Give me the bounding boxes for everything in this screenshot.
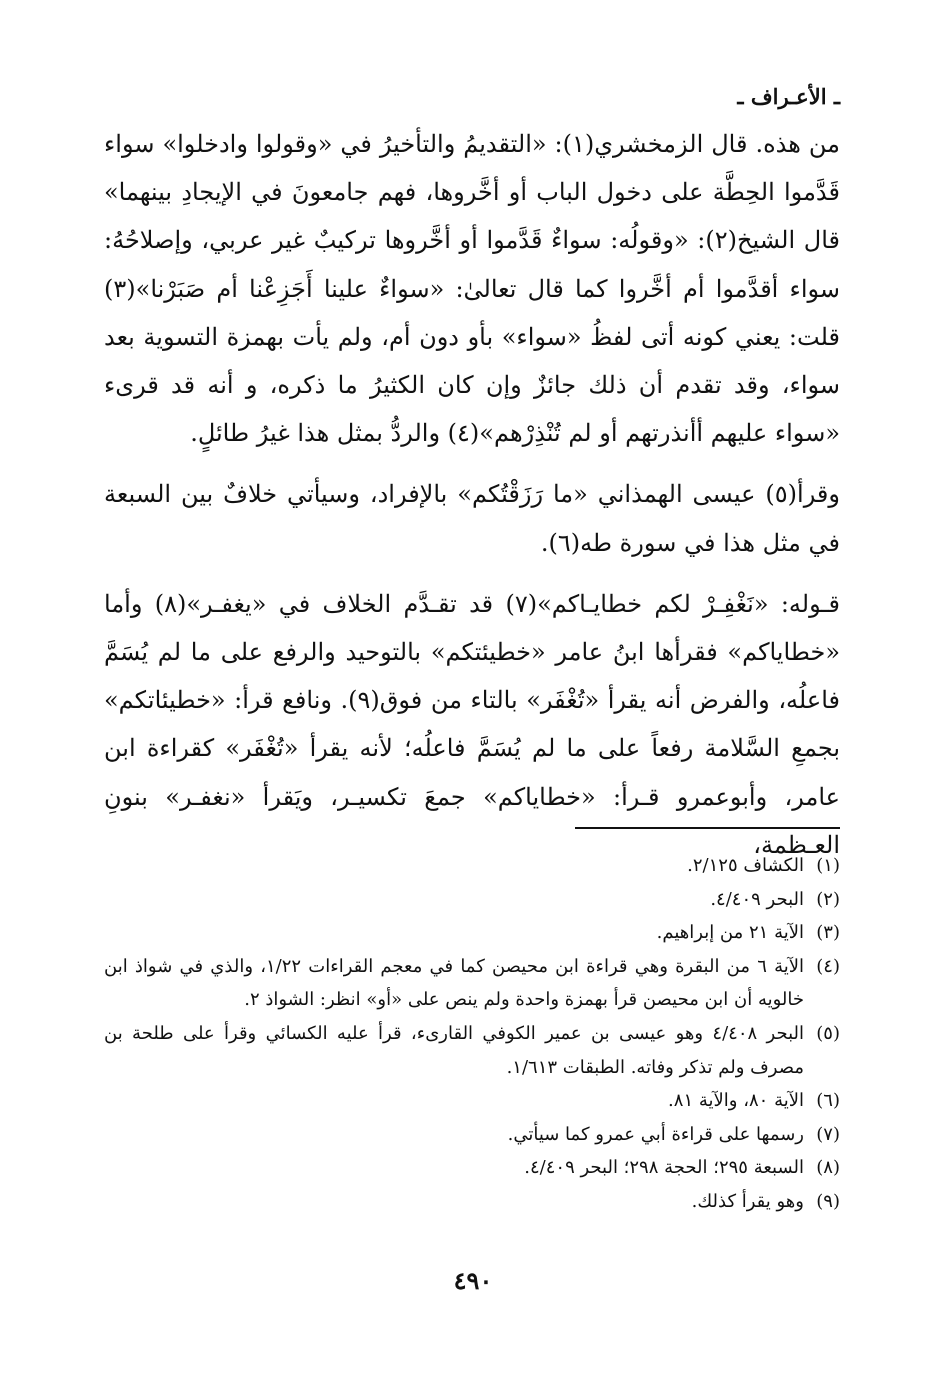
footnote-7 bbox=[104, 1118, 840, 1152]
paragraph-2: وقرأ(٥) عيسى الهمذاني «ما رَزَقْتُكم» بالإفراد، وسيأتي خلافٌ بين السبعة في مثل هذا في سورة طه(٦). bbox=[104, 480, 840, 557]
main-text bbox=[104, 120, 840, 869]
footnote-text: البحر ٤/٤٠٩. bbox=[710, 888, 804, 910]
footnote-2 bbox=[104, 883, 840, 917]
footnote-6 bbox=[104, 1084, 840, 1118]
footnote-number: (٣) bbox=[816, 922, 840, 944]
footnote-3 bbox=[104, 916, 840, 950]
footnote-text: الآية ٨٠، والآية ٨١. bbox=[668, 1090, 804, 1112]
footnote-text: السبعة ٢٩٥؛ الحجة ٢٩٨؛ البحر ٤/٤٠٩. bbox=[524, 1157, 804, 1179]
footnotes-list bbox=[104, 849, 840, 1219]
footnote-text: البحر ٤/٤٠٨ وهو عيسى بن عمير الكوفي القارىء، قرأ عليه الكسائي وقرأ على طلحة بن مصرف ولم تذكر وفاته. الطبقات ١/٦١٣. bbox=[104, 1022, 804, 1078]
footnote-text: الكشاف ٢/١٢٥. bbox=[687, 855, 804, 876]
footnote-number: (٤) bbox=[816, 955, 840, 977]
footnote-number: (٧) bbox=[816, 1123, 840, 1145]
footnote-text: الآية ٢١ من إبراهيم. bbox=[656, 922, 804, 944]
footnote-text: رسمها على قراءة أبي عمرو كما سيأتي. bbox=[507, 1123, 804, 1145]
footnote-8 bbox=[104, 1151, 840, 1185]
footnote-number: (٦) bbox=[816, 1090, 840, 1112]
footnote-number: (٨) bbox=[816, 1157, 840, 1179]
footnote-separator bbox=[575, 827, 840, 829]
paragraph-3: قـوله: «نَغْفِـرْ لكم خطايـاكم»(٧) قد تقـدَّم الخلاف في «يغفـر»(٨) وأما «خطاياكم» فقرأها ابنُ عامر «خطيئتكم» بالتوحيد والرفع على ما لم يُسَمَّ فاعلُه، والفرض أنه يقرأ «تُغْفَر» بالتاء من فوق(٩). ونافع قرأ: «خطيئاتكم» بجمعِ السَّلامة رفعاً على ما لم يُسَمَّ فاعلُه؛ لأنه يقرأ «تُغْفَر» كقراءة ابن عامر، وأبوعمرو قـرأ: «خطاياكم» جمعَ تكسيـر، ويَقرأ «نغفـر» بنونِ العـظمة، bbox=[104, 589, 841, 859]
footnote-4 bbox=[104, 950, 840, 1017]
footnote-9 bbox=[104, 1185, 840, 1219]
footnote-number: (٥) bbox=[816, 1022, 840, 1044]
footnote-number: (١) bbox=[816, 855, 840, 876]
running-header: ـ الأعـراف ـ bbox=[737, 84, 840, 109]
footnote-5 bbox=[104, 1017, 840, 1084]
page-number: ٤٩٠ bbox=[453, 1266, 493, 1295]
footnote-text: الآية ٦ من البقرة وهي قراءة ابن محيصن كما في معجم القراءات ١/٢٢، والذي في شواذ ابن خالويه أن ابن محيصن قرأ بهمزة واحدة ولم ينص على «أو» انظر: الشواذ ٢. bbox=[104, 955, 804, 1011]
footnote-number: (٢) bbox=[816, 888, 840, 910]
paragraph-1: من هذه. قال الزمخشري(١): «التقديمُ والتأخيرُ في «وقولوا وادخلوا» سواء قَدَّموا الحِطَّة على دخول الباب أو أخَّروها، فهم جامعونَ في الإيجادِ بينهما» قال الشيخ(٢): «وقولُه: سواءٌ قَدَّموا أو أخَّروها تركيبٌ غير عربي، وإصلاحُهُ: سواء أقدَّموا أم أخَّروا كما قال تعالىٰ: «سواءٌ علينا أَجَزِعْنا أم صَبَرْنا»(٣) قلت: يعني كونه أتى لفظُ «سواء» بأو دون أم، ولم يأت بهمزة التسوية بعد سواء، وقد تقدم أن ذلك جائزٌ وإن كان الكثيرُ ما ذكره، و أنه قد قرىء «سواء عليهم أأنذرتهم أو لم تُنْذِرْهم»(٤) والردُّ بمثل هذا غيرُ طائلٍ. bbox=[104, 130, 840, 448]
footnote-text: وهو يقرأ كذلك. bbox=[691, 1190, 804, 1212]
footnote-1 bbox=[104, 849, 840, 883]
footnote-number: (٩) bbox=[816, 1190, 840, 1212]
